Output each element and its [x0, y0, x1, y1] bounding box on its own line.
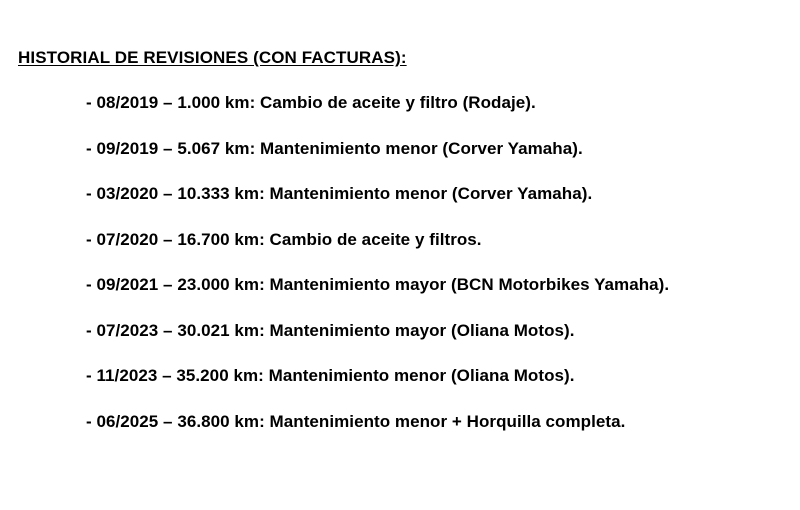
list-item: - 03/2020 – 10.333 km: Mantenimiento menor (Corver Yamaha).	[86, 184, 593, 203]
list-item: - 08/2019 – 1.000 km: Cambio de aceite y filtro (Rodaje).	[86, 93, 536, 112]
document-title: HISTORIAL DE REVISIONES (CON FACTURAS):	[18, 48, 407, 67]
list-item: - 09/2019 – 5.067 km: Mantenimiento menor (Corver Yamaha).	[86, 138, 583, 158]
revision-history-list	[86, 92, 669, 456]
list-item: - 07/2023 – 30.021 km: Mantenimiento mayor (Oliana Motos).	[86, 320, 575, 340]
list-item: - 09/2021 – 23.000 km: Mantenimiento mayor (BCN Motorbikes Yamaha).	[86, 275, 670, 294]
list-item: - 11/2023 – 35.200 km: Mantenimiento menor (Oliana Motos).	[86, 366, 575, 385]
list-item: - 07/2020 – 16.700 km: Cambio de aceite y filtros.	[86, 229, 482, 249]
list-item: - 06/2025 – 36.800 km: Mantenimiento menor + Horquilla completa.	[86, 411, 626, 431]
